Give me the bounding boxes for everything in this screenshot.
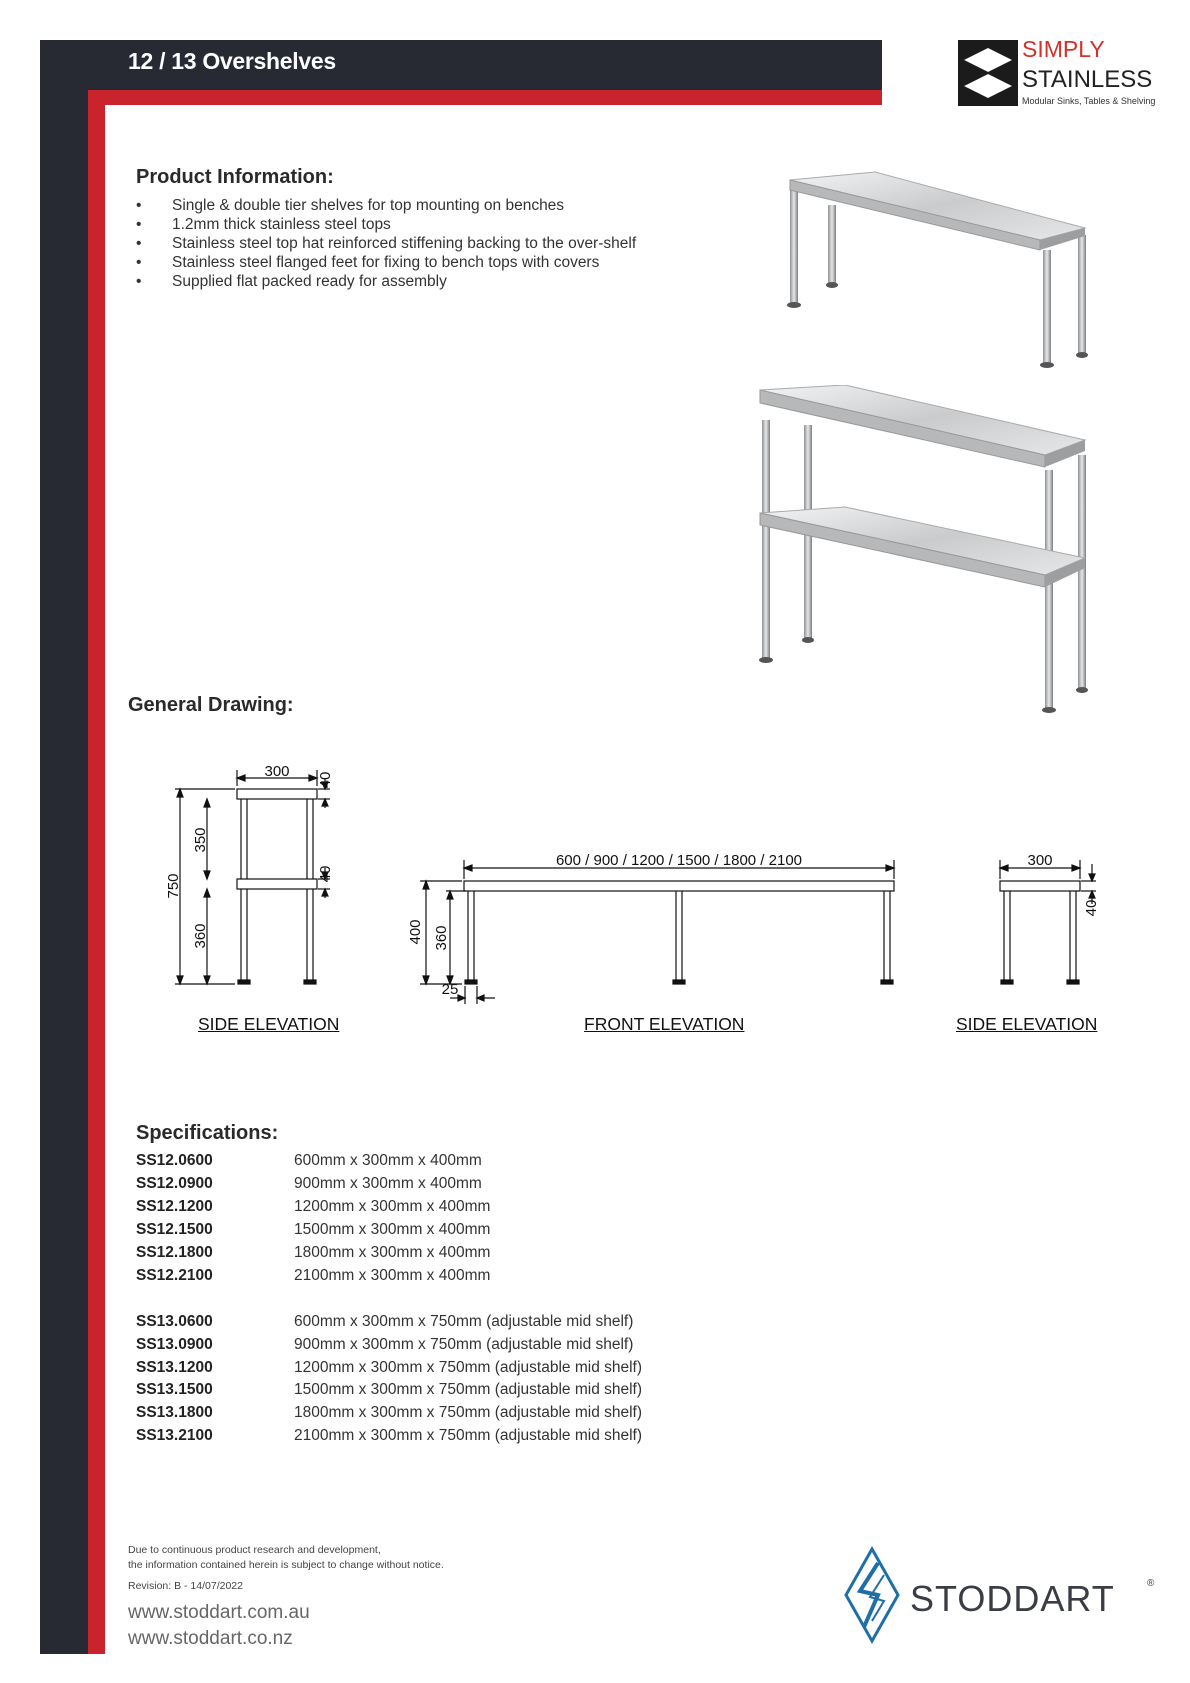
dim-top-thickness: 40 — [317, 771, 334, 789]
red-accent-top — [88, 90, 882, 105]
spec-dims: 900mm x 300mm x 400mm — [294, 1175, 482, 1193]
registered-mark: ® — [1147, 1578, 1155, 1589]
front-elevation — [420, 860, 894, 1004]
spec-code: SS12.2100 — [136, 1266, 213, 1284]
spec-code: SS13.1200 — [136, 1358, 213, 1376]
feature-list — [136, 196, 656, 291]
technical-drawing — [150, 740, 1120, 1050]
brand-stainless: STAINLESS — [1022, 66, 1153, 93]
double-overshelf-photo — [750, 385, 1115, 715]
link-stoddart-au[interactable]: www.stoddart.com.au — [128, 1602, 310, 1623]
spec-dims: 900mm x 300mm x 750mm (adjustable mid shelf) — [294, 1335, 634, 1353]
general-drawing-heading: General Drawing: — [128, 694, 294, 716]
table-row — [136, 1150, 642, 1173]
dim-foot: 25 — [441, 981, 459, 998]
simply-stainless-logo-icon — [958, 40, 1018, 106]
dim-right-top-thickness: 40 — [1083, 899, 1100, 917]
front-elevation-label: FRONT ELEVATION — [584, 1014, 745, 1034]
spec-dims: 600mm x 300mm x 750mm (adjustable mid shelf) — [294, 1312, 634, 1330]
disclaimer-line-1: Due to continuous product research and development, — [128, 1544, 381, 1556]
spec-dims: 600mm x 300mm x 400mm — [294, 1152, 482, 1170]
spec-dims: 1800mm x 300mm x 400mm — [294, 1244, 491, 1261]
side-elevation-double — [175, 770, 330, 984]
list-item: • Supplied flat packed ready for assembly — [136, 272, 656, 291]
page-title: 12 / 13 Overshelves — [128, 48, 336, 74]
left-band — [40, 40, 88, 1654]
table-row — [136, 1356, 642, 1379]
dim-front-total-height: 400 — [407, 919, 424, 945]
list-item: • Single & double tier shelves for top mounting on benches — [136, 196, 656, 215]
brand-tagline: Modular Sinks, Tables & Shelving — [1022, 96, 1156, 106]
spec-code: SS12.1200 — [136, 1198, 213, 1216]
spec-dims: 1200mm x 300mm x 750mm (adjustable mid shelf) — [294, 1358, 643, 1376]
specifications-table — [136, 1150, 642, 1448]
spec-code: SS12.0900 — [136, 1175, 213, 1193]
table-row — [136, 1219, 642, 1242]
dim-total-height: 750 — [165, 873, 182, 899]
specifications-heading: Specifications: — [136, 1122, 279, 1144]
table-row — [136, 1264, 642, 1287]
dim-front-lengths: 600 / 900 / 1200 / 1500 / 1800 / 2100 — [555, 852, 803, 869]
list-item: • Stainless steel top hat reinforced stiffening backing to the over-shelf — [136, 234, 656, 253]
dim-side-width: 300 — [264, 763, 290, 780]
dim-right-width: 300 — [1027, 852, 1053, 869]
dim-mid-thickness: 40 — [317, 865, 334, 883]
spec-code: SS12.1800 — [136, 1244, 213, 1261]
spec-code: SS13.1500 — [136, 1381, 213, 1399]
table-row — [136, 1425, 642, 1448]
link-stoddart-nz[interactable]: www.stoddart.co.nz — [128, 1628, 293, 1649]
table-row — [136, 1379, 642, 1402]
product-info-heading: Product Information: — [136, 166, 334, 188]
spec-dims: 1500mm x 300mm x 400mm — [294, 1221, 491, 1239]
side-elevation-label: SIDE ELEVATION — [198, 1014, 340, 1034]
stoddart-wordmark: STODDART — [910, 1578, 1115, 1619]
table-row — [136, 1402, 642, 1425]
spec-dims: 1200mm x 300mm x 400mm — [294, 1198, 491, 1216]
spacer-row — [136, 1287, 642, 1310]
spec-dims: 2100mm x 300mm x 750mm (adjustable mid shelf) — [294, 1427, 643, 1445]
stoddart-logo-icon — [842, 1545, 902, 1645]
revision-text: Revision: B - 14/07/2022 — [128, 1580, 243, 1592]
spec-dims: 2100mm x 300mm x 400mm — [294, 1266, 491, 1284]
single-overshelf-photo — [760, 170, 1110, 410]
spec-dims: 1800mm x 300mm x 750mm (adjustable mid shelf) — [294, 1404, 643, 1422]
table-row — [136, 1173, 642, 1196]
list-item: • Stainless steel flanged feet for fixing to bench tops with covers — [136, 253, 656, 272]
spec-code: SS12.1500 — [136, 1221, 213, 1239]
side-elevation-label-right: SIDE ELEVATION — [956, 1014, 1098, 1034]
list-item: • 1.2mm thick stainless steel tops — [136, 215, 656, 234]
brand-simply: SIMPLY — [1022, 36, 1105, 62]
spec-code: SS12.0600 — [136, 1152, 213, 1170]
dim-front-leg-height: 360 — [433, 925, 450, 951]
spec-code: SS13.1800 — [136, 1404, 213, 1422]
spec-code: SS13.2100 — [136, 1427, 213, 1445]
dim-upper-height: 350 — [192, 827, 209, 853]
spec-code: SS13.0600 — [136, 1312, 213, 1330]
red-accent-left — [88, 90, 105, 1654]
side-elevation-single — [1000, 860, 1096, 984]
disclaimer-line-2: the information contained herein is subject to change without notice. — [128, 1559, 444, 1571]
table-row — [136, 1310, 642, 1333]
table-row — [136, 1333, 642, 1356]
table-row — [136, 1242, 642, 1265]
table-row — [136, 1196, 642, 1219]
dim-lower-height: 360 — [192, 923, 209, 949]
spec-dims: 1500mm x 300mm x 750mm (adjustable mid shelf) — [294, 1381, 643, 1399]
spec-code: SS13.0900 — [136, 1335, 213, 1353]
